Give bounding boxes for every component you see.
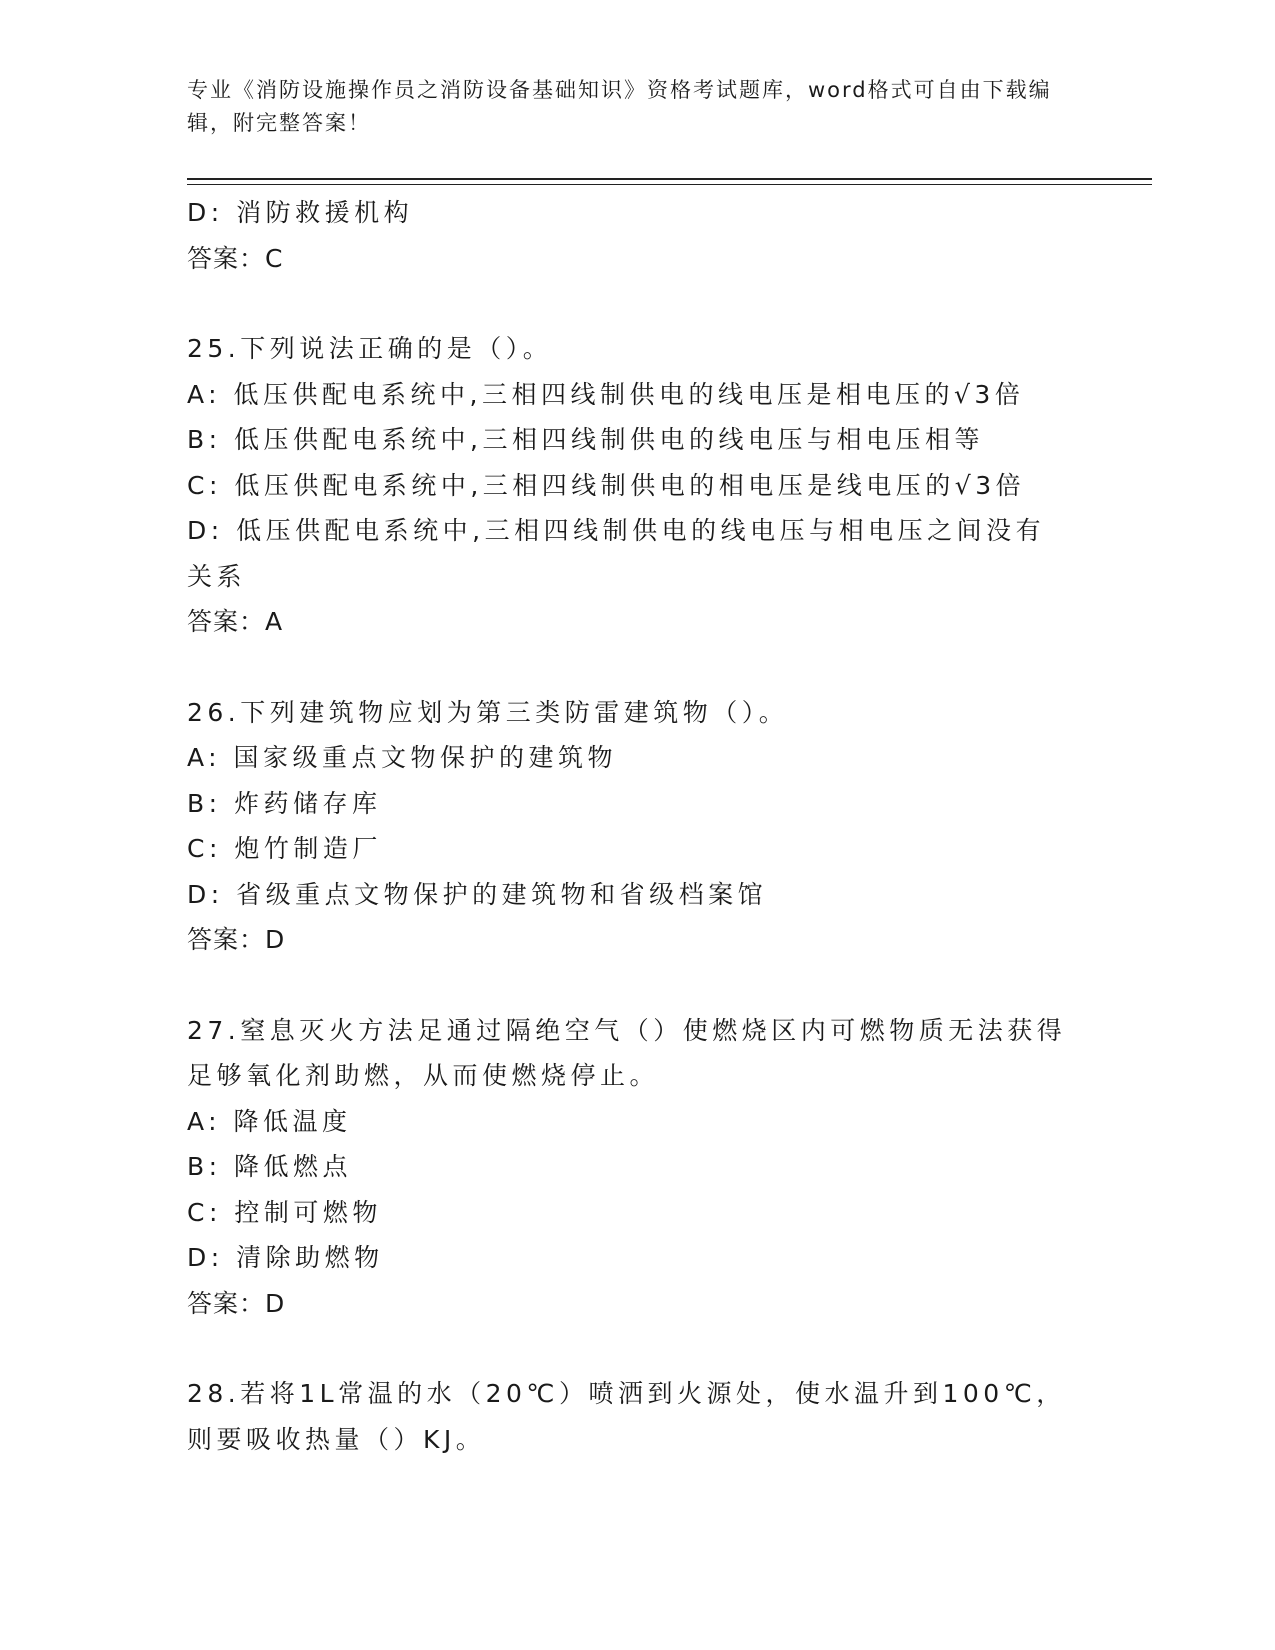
answer: 答案：D: [187, 1288, 286, 1318]
question-28: [187, 1371, 1087, 1462]
answer: 答案：C: [187, 243, 284, 273]
option-d: D: 省级重点文物保护的建筑物和省级档案馆: [187, 879, 768, 909]
option-d: D: 清除助燃物: [187, 1243, 384, 1272]
question-stem: 26.下列建筑物应划为第三类防雷建筑物（）。: [187, 697, 789, 727]
header-divider: [187, 178, 1152, 180]
header-divider-thin: [187, 184, 1152, 185]
option-c: C: 低压供配电系统中,三相四线制供电的相电压是线电压的√3倍: [187, 470, 1026, 500]
option-b: B: 降低燃点: [187, 1152, 353, 1181]
spacer: [187, 281, 1087, 326]
option-c: C: 控制可燃物: [187, 1197, 382, 1227]
option-d: D: 低压供配电系统中,三相四线制供电的线电压与相电压之间没有关系: [187, 516, 1046, 591]
option-d: D: 消防救援机构: [187, 198, 414, 227]
spacer: [187, 645, 1087, 690]
option-a: A: 国家级重点文物保护的建筑物: [187, 743, 618, 772]
answer: 答案：A: [187, 607, 284, 636]
spacer: [187, 1326, 1087, 1371]
answer: 答案：D: [187, 925, 286, 954]
option-a: A: 降低温度: [187, 1106, 352, 1136]
page-header: 专业《消防设施操作员之消防设备基础知识》资格考试题库，word格式可自由下载编辑，附完整答案！: [187, 78, 1052, 135]
question-stem: 28.若将1L常温的水（20℃）喷洒到火源处，使水温升到100℃，则要吸收热量（）KJ。: [187, 1379, 1066, 1454]
question-25: [187, 326, 1087, 645]
option-c: C: 炮竹制造厂: [187, 834, 382, 863]
question-26: [187, 690, 1087, 963]
spacer: [187, 963, 1087, 1008]
option-a: A: 低压供配电系统中,三相四线制供电的线电压是相电压的√3倍: [187, 379, 1025, 409]
option-b: B: 低压供配电系统中,三相四线制供电的线电压与相电压相等: [187, 425, 984, 454]
question-stem: 25.下列说法正确的是（）。: [187, 334, 553, 363]
question-stem: 27.窒息灭火方法足通过隔绝空气（）使燃烧区内可燃物质无法获得足够氧化剂助燃，从而使燃烧停止。: [187, 1015, 1067, 1090]
question-27: [187, 1008, 1087, 1327]
option-b: B: 炸药储存库: [187, 788, 382, 818]
question-list: [187, 190, 1087, 1462]
